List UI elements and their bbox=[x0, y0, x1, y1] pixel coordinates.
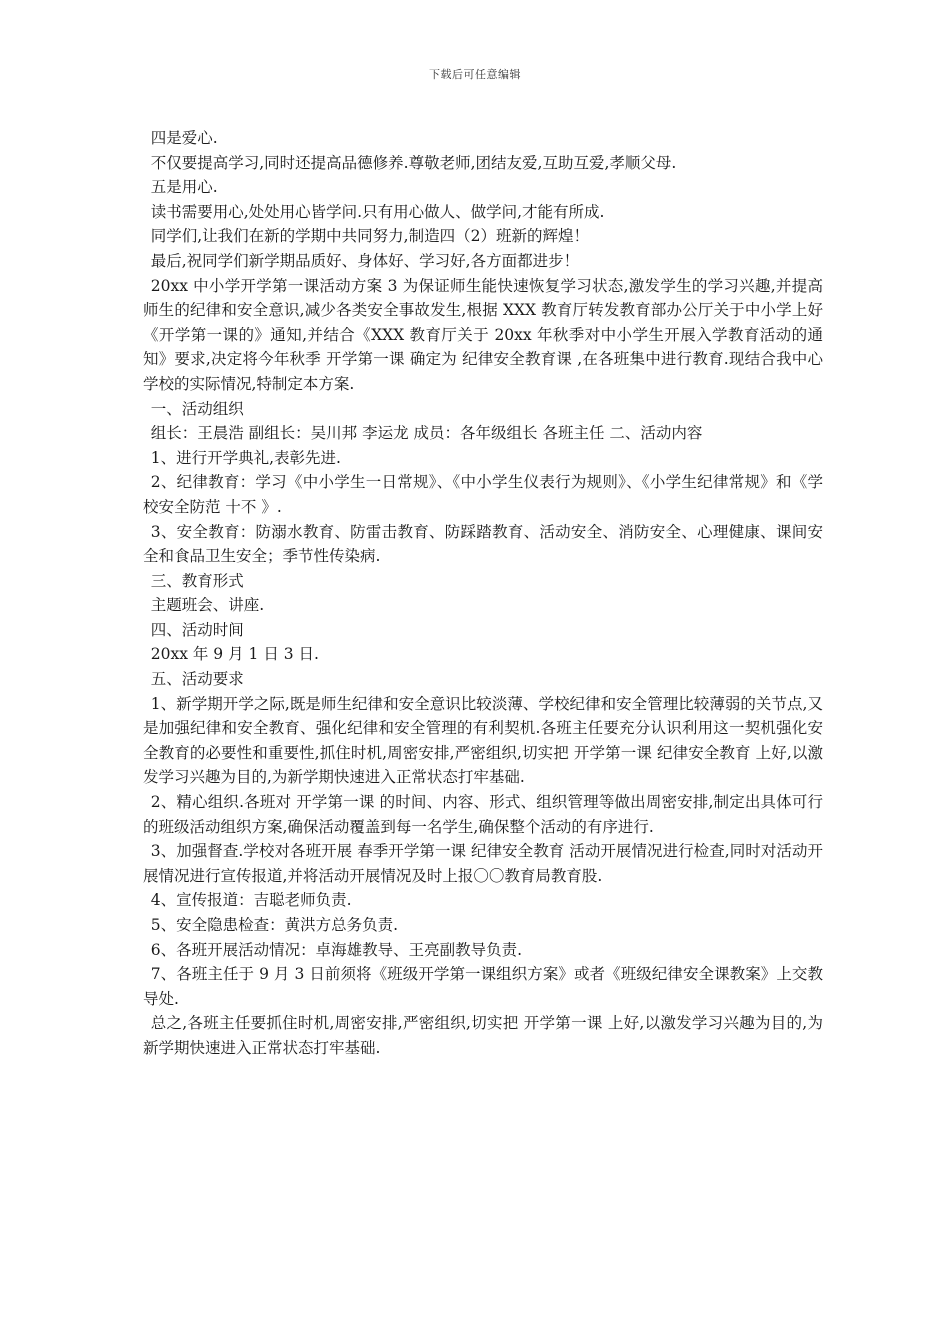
paragraph: 7、各班主任于 9 月 3 日前须将《班级开学第一课组织方案》或者《班级纪律安全课教案》上交教导处. bbox=[143, 965, 823, 1008]
paragraph: 1、新学期开学之际,既是师生纪律和安全意识比较淡薄、学校纪律和安全管理比较薄弱的关节点,又是加强纪律和安全教育、强化纪律和安全管理的有利契机.各班主任要充分认识利用这一契机强化安全教育的必要性和重要性,抓住时机,周密安排,严密组织,切实把 开学第一课 纪律安全教育 上好,以激发学习兴趣为目的,为新学期快速进入正常状态打牢基础. bbox=[143, 694, 823, 787]
section-heading: 三、教育形式 bbox=[150, 571, 244, 590]
paragraph: 同学们,让我们在新的学期中共同努力,制造四（2）班新的辉煌！ bbox=[150, 227, 589, 246]
paragraph: 组长：王晨浩 副组长：吴川邦 李运龙 成员：各年级组长 各班主任 二、活动内容 bbox=[150, 424, 703, 443]
paragraph: 四是爱心. bbox=[150, 129, 218, 147]
paragraph: 20xx 年 9 月 1 日 3 日. bbox=[150, 645, 319, 664]
paragraph: 3、安全教育：防溺水教育、防雷击教育、防踩踏教育、活动安全、消防安全、心理健康、课间安全和食品卫生安全；季节性传染病. bbox=[143, 522, 823, 566]
paragraph: 主题班会、讲座. bbox=[150, 596, 265, 615]
paragraph: 五是用心. bbox=[150, 178, 218, 197]
document-body bbox=[143, 126, 823, 1061]
paragraph: 6、各班开展活动情况：卓海雄教导、王亮副教导负责. bbox=[150, 940, 523, 959]
paragraph: 2、精心组织.各班对 开学第一课 的时间、内容、形式、组织管理等做出周密安排,制定出具体可行的班级活动组织方案,确保活动覆盖到每一名学生,确保整个活动的有序进行. bbox=[143, 793, 823, 836]
paragraph: 读书需要用心,处处用心皆学问.只有用心做人、做学问,才能有所成. bbox=[150, 202, 605, 221]
page-header: 下载后可任意编辑 bbox=[429, 68, 521, 81]
paragraph: 20xx 中小学开学第一课活动方案 3 为保证师生能快速恢复学习状态,激发学生的学习兴趣,并提高师生的纪律和安全意识,减少各类安全事故发生,根据 XXX 教育厅转发教育部办公厅关于中小学上好《开学第一课的》通知,并结合《XXX 教育厅关于 20xx 年秋季对中小学生开展入学教育活动的通知》要求,决定将今年秋季 开学第一课 确定为 纪律安全教育课 ,在各班集中进行教育.现结合我中心学校的实际情况,特制定本方案. bbox=[143, 276, 823, 393]
paragraph: 总之,各班主任要抓住时机,周密安排,严密组织,切实把 开学第一课 上好,以激发学习兴趣为目的,为新学期快速进入正常状态打牢基础. bbox=[143, 1014, 823, 1057]
paragraph: 不仅要提高学习,同时还提高品德修养.尊敬老师,团结友爱,互助互爱,孝顺父母. bbox=[150, 153, 677, 172]
section-heading: 五、活动要求 bbox=[150, 670, 244, 689]
paragraph: 3、加强督查.学校对各班开展 春季开学第一课 纪律安全教育 活动开展情况进行检查,同时对活动开展情况进行宣传报道,并将活动开展情况及时上报〇〇教育局教育股. bbox=[143, 842, 823, 885]
paragraph: 2、纪律教育：学习《中小学生一日常规》、《中小学生仪表行为规则》、《小学生纪律常规》和《学校安全防范 十不 》. bbox=[143, 473, 823, 516]
paragraph: 1、进行开学典礼,表彰先进. bbox=[150, 448, 341, 467]
section-heading: 四、活动时间 bbox=[150, 620, 244, 639]
paragraph: 4、宣传报道：吉聪老师负责. bbox=[150, 891, 352, 910]
paragraph: 5、安全隐患检查：黄洪方总务负责. bbox=[150, 916, 399, 934]
paragraph: 最后,祝同学们新学期品质好、身体好、学习好,各方面都进步！ bbox=[150, 251, 580, 270]
section-heading: 一、活动组织 bbox=[150, 399, 244, 418]
